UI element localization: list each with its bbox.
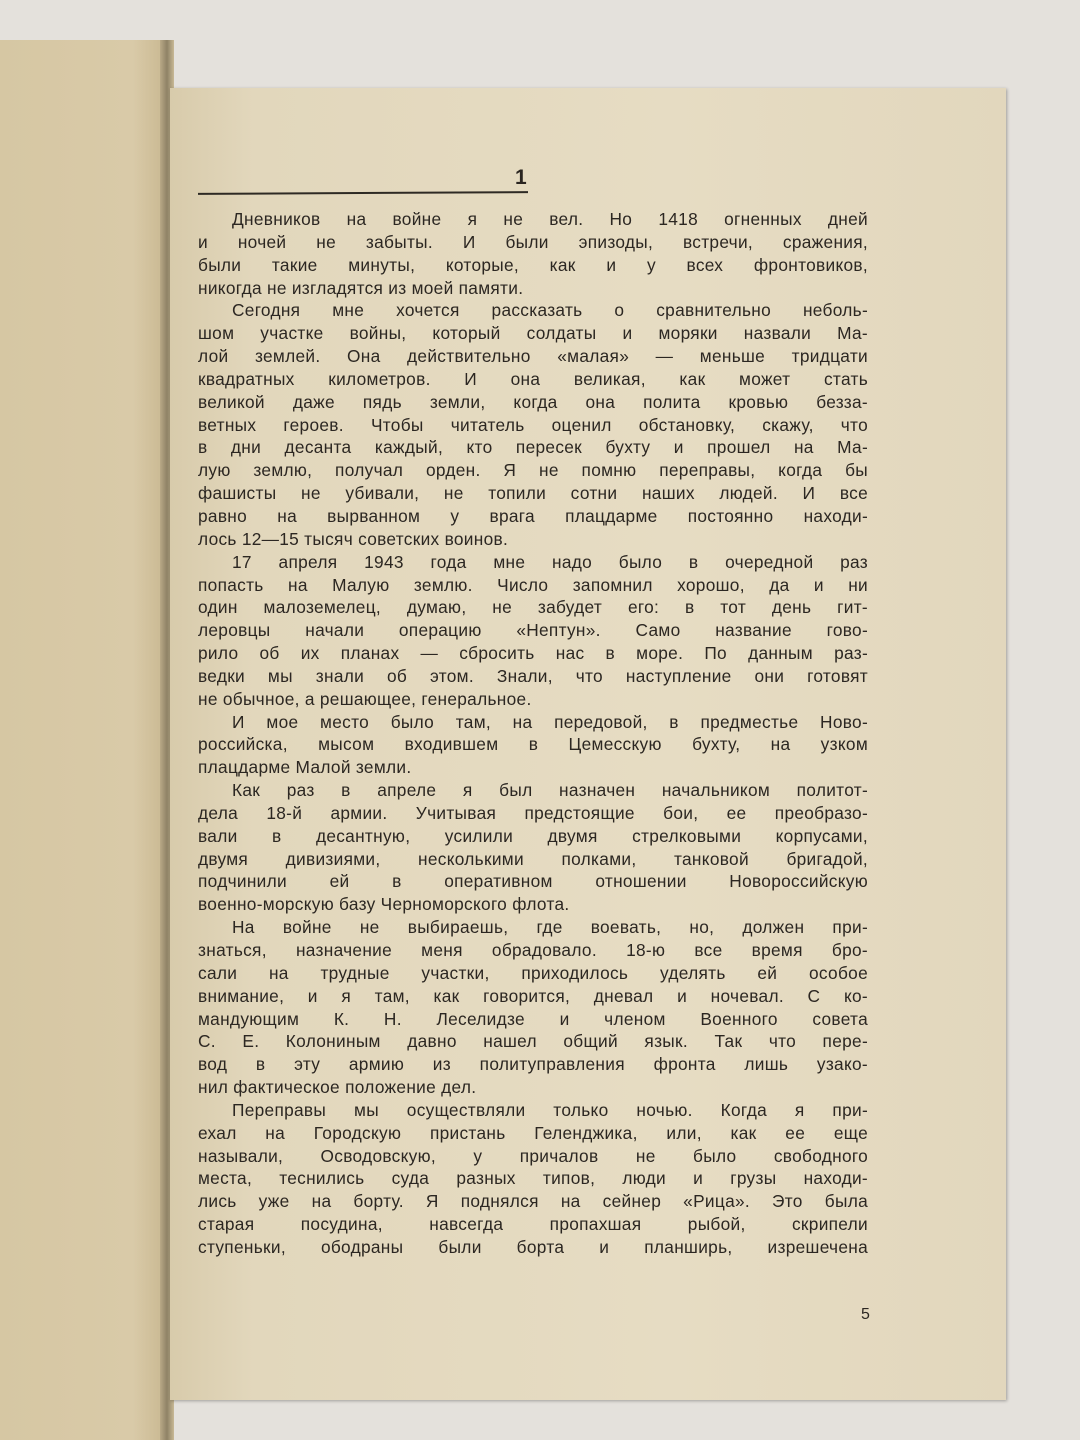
text-line: ехал на Городскую пристань Геленджика, или, как ее еще [198, 1122, 868, 1143]
text-line: И мое место было там, на передовой, в предместье Ново- [232, 711, 868, 732]
text-line: никогда не изгладятся из моей памяти. [198, 277, 524, 298]
text-line: ступеньки, ободраны были борта и планширь, изрешечена [198, 1236, 868, 1257]
text-line: нил фактическое положение дел. [198, 1077, 477, 1098]
text-line: плацдарме Малой земли. [198, 757, 412, 778]
text-line: шом участке войны, который солдаты и моряки назвали Ма- [198, 323, 868, 344]
text-line: лую землю, получал орден. Я не помню переправы, когда бы [198, 460, 868, 481]
text-line: называли, Осводовскую, у причалов не было свободного [198, 1145, 868, 1166]
text-line: лось 12—15 тысяч советских воинов. [198, 528, 509, 549]
text-line: 17 апреля 1943 года мне надо было в очередной раз [232, 551, 868, 572]
text-line: леровцы начали операцию «Нептун». Само название гово- [198, 620, 868, 641]
text-line: мандующим К. Н. Леселидзе и членом Военного совета [198, 1008, 868, 1029]
text-line: попасть на Малую землю. Число запомнил хорошо, да и ни [198, 574, 868, 595]
left-page [0, 40, 166, 1440]
text-line: лись уже на борту. Я поднялся на сейнер «Рица». Это была [198, 1191, 868, 1212]
text-line: квадратных километров. И она великая, как может стать [198, 368, 868, 389]
text-line: Переправы мы осуществляли только ночью. Когда я при- [232, 1099, 868, 1120]
chapter-number: 1 [515, 166, 527, 189]
text-line: лой землей. Она действительно «малая» — меньше тридцати [198, 346, 868, 367]
text-line: фашисты не убивали, не топили сотни наших людей. И все [198, 483, 868, 504]
paragraph [198, 1099, 868, 1259]
text-line: дела 18-й армии. Учитывая предстоящие бои, ее преобразо- [198, 802, 868, 823]
text-line: ветных героев. Чтобы читатель оценил обстановку, скажу, что [198, 414, 868, 435]
text-line: рило об их планах — сбросить нас в море. По данным раз- [198, 643, 868, 664]
paragraph [198, 916, 868, 1099]
text-line: подчинили ей в оперативном отношении Новороссийскую [198, 871, 868, 892]
page-number: 5 [861, 1306, 870, 1323]
paragraph [198, 779, 868, 916]
text-line: Дневников на войне я не вел. Но 1418 огненных дней [232, 209, 868, 229]
text-line: места, теснились суда разных типов, люди и грузы находи- [198, 1168, 868, 1189]
text-line: вали в десантную, усилили двумя стрелковыми корпусами, [198, 825, 868, 846]
text-line: великой даже пядь земли, когда она полита кровью безза- [198, 391, 868, 412]
paragraph [198, 208, 868, 299]
text-line: и ночей не забыты. И были эпизоды, встречи, сражения, [198, 231, 868, 252]
paragraph [198, 299, 868, 550]
text-line: вод в эту армию из политуправления фронта лишь узако- [198, 1054, 868, 1075]
text-line: знаться, назначение меня обрадовало. 18-ю все время бро- [198, 940, 868, 960]
text-line: Сегодня мне хочется рассказать о сравнительно неболь- [232, 300, 868, 321]
text-line: российска, мысом входившем в Цемесскую бухту, на узком [198, 734, 868, 755]
text-line: двумя дивизиями, несколькими полками, танковой бригадой, [198, 848, 868, 869]
text-line: военно-морскую базу Черноморского флота. [198, 894, 570, 915]
text-line: старая посудина, навсегда пропахшая рыбой, скрипели [198, 1214, 868, 1235]
text-line: внимание, и я там, как говорится, дневал и ночевал. С ко- [198, 985, 868, 1006]
text-line: Как раз в апреле я был назначен начальником политот- [232, 780, 868, 801]
paragraph [198, 711, 868, 780]
text-line: не обычное, а решающее, генеральное. [198, 688, 532, 709]
text-line: один малоземелец, думаю, не забудет его: в тот день гит- [198, 597, 868, 618]
text-line: сали на трудные участки, приходилось уделять ей особое [198, 962, 868, 983]
text-line: ведки мы знали об этом. Знали, что наступление они готовят [198, 665, 868, 686]
body-text [198, 208, 868, 1259]
text-line: в дни десанта каждый, кто пересек бухту и прошел на Ма- [198, 437, 868, 458]
text-line: На войне не выбираешь, где воевать, но, должен при- [232, 917, 868, 938]
text-line: равно на вырванном у врага плацдарме постоянно находи- [198, 505, 868, 526]
text-line: были такие минуты, которые, как и у всех фронтовиков, [198, 254, 868, 275]
paragraph [198, 551, 868, 711]
text-line: С. Е. Колониным давно нашел общий язык. Так что пере- [198, 1031, 868, 1052]
